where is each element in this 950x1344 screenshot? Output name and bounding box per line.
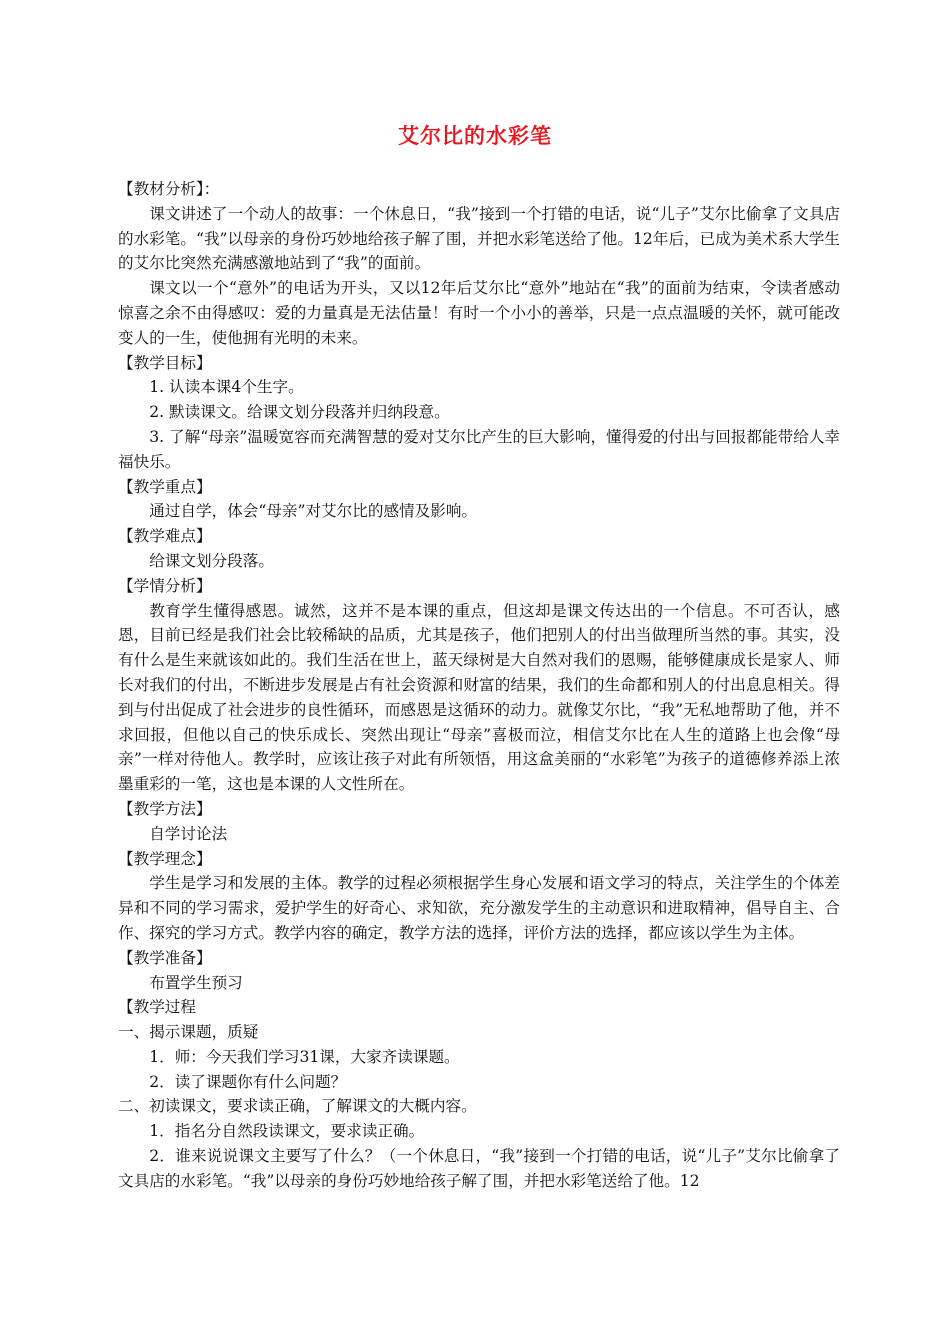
section-heading: 【教学重点】	[118, 477, 212, 496]
paragraph: 给课文划分段落。	[149, 551, 274, 570]
numbered-item: 3. 了解“母亲”温暖宽容而充满智慧的爱对艾尔比产生的巨大影响，懂得爱的付出与回报都能带给人幸福快乐。	[118, 427, 840, 471]
numbered-item: 2．谁来说说课文主要写了什么？（一个休息日，“我”接到一个打错的电话，说“儿子”艾尔比偷拿了文具店的水彩笔。“我”以母亲的身份巧妙地给孩子解了围，并把水彩笔送给了他。12	[118, 1147, 840, 1190]
section-heading: 【教学方法】	[118, 799, 212, 818]
section-heading: 【教学目标】	[118, 353, 212, 372]
paragraph: 布置学生预习	[149, 973, 243, 992]
paragraph: 学生是学习和发展的主体。教学的过程必须根据学生身心发展和语文学习的特点，关注学生的个体差异和不同的学习需求，爱护学生的好奇心、求知欲，充分激发学生的主动意识和进取精神，倡导自主、合作、探究的学习方式。教学内容的确定，教学方法的选择，评价方法的选择，都应该以学生为主体。	[118, 874, 840, 942]
paragraph: 自学讨论法	[149, 824, 228, 843]
numbered-item: 1．师：今天我们学习31课，大家齐读课题。	[149, 1047, 460, 1066]
subsection-heading: 二、初读课文，要求读正确，了解课文的大概内容。	[118, 1097, 477, 1116]
numbered-item: 1. 认读本课4个生字。	[149, 378, 304, 397]
section-heading: 【教材分析】：	[118, 180, 220, 198]
numbered-item: 2. 默读课文。给课文划分段落并归纳段意。	[149, 403, 450, 422]
paragraph: 课文以一个“意外”的电话为开头，又以12年后艾尔比“意外”地站在“我”的面前为结束，令读者感动惊喜之余不由得感叹：爱的力量真是无法估量！有时一个小小的善举，只是一点点温暖的关怀，就可能改变人的一生，使他拥有光明的未来。	[118, 279, 840, 347]
numbered-item: 1．指名分自然段读课文，要求读正确。	[149, 1122, 425, 1141]
document-title: 艾尔比的水彩笔	[398, 124, 552, 148]
paragraph: 课文讲述了一个动人的故事：一个休息日，“我”接到一个打错的电话，说“儿子”艾尔比偷拿了文具店的水彩笔。“我”以母亲的身份巧妙地给孩子解了围，并把水彩笔送给了他。12年后，已成为美术系大学生的艾尔比突然充满感激地站到了“我”的面前。	[118, 204, 840, 273]
numbered-item: 2．读了课题你有什么问题？	[149, 1072, 347, 1091]
section-heading: 【教学准备】	[118, 948, 212, 967]
section-heading: 【教学难点】	[118, 527, 212, 546]
section-heading: 【教学过程	[118, 998, 196, 1017]
paragraph: 通过自学，体会“母亲”对艾尔比的感情及影响。	[149, 502, 478, 521]
document-body	[118, 177, 840, 1194]
section-heading: 【教学理念】	[118, 849, 212, 868]
subsection-heading: 一、揭示课题，质疑	[118, 1023, 259, 1042]
paragraph: 教育学生懂得感恩。诚然，这并不是本课的重点，但这却是课文传达出的一个信息。不可否认，感恩，目前已经是我们社会比较稀缺的品质，尤其是孩子，他们把别人的付出当做理所当然的事。其实，没有什么是生来就该如此的。我们生活在世上，蓝天绿树是大自然对我们的恩赐，能够健康成长是家人、师长对我们的付出，不断进步发展是占有社会资源和财富的结果，我们的生命都和别人的付出息息相关。得到与付出促成了社会进步的良性循环，而感恩是这循环的动力。就像艾尔比，“我”无私地帮助了他，并不求回报，但他以自己的快乐成长、突然出现让“母亲”喜极而泣，相信艾尔比在人生的道路上也会像“母亲”一样对待他人。教学时，应该让孩子对此有所领悟，用这盒美丽的“水彩笔”为孩子的道德修养添上浓墨重彩的一笔，这也是本课的人文性所在。	[118, 601, 840, 794]
section-heading: 【学情分析】	[118, 576, 212, 595]
